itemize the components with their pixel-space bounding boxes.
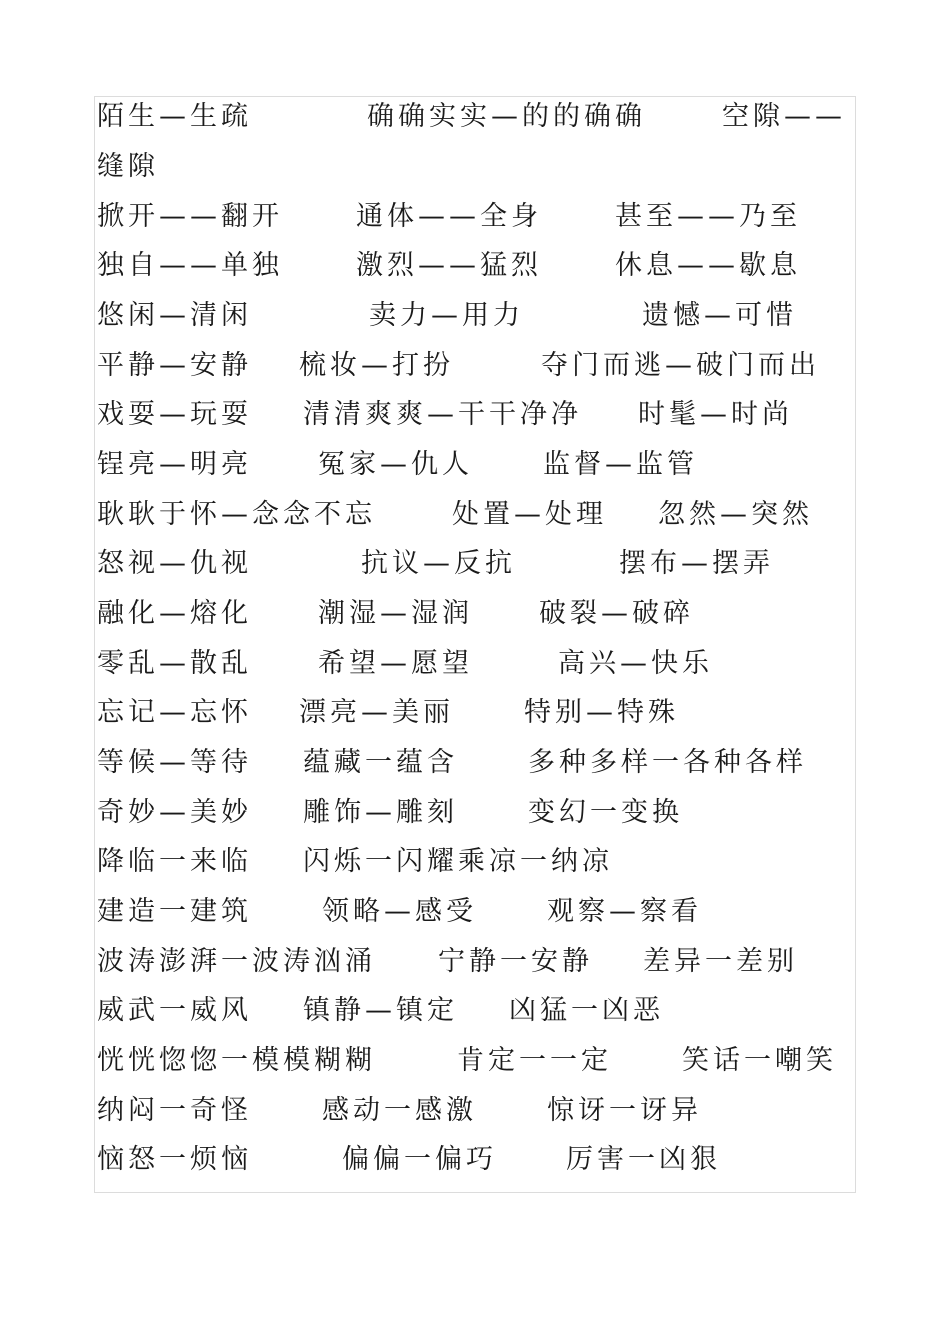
text-line bbox=[97, 1041, 837, 1081]
word-pair: 清清爽爽—干干净净 bbox=[303, 399, 582, 430]
text-line bbox=[97, 495, 813, 535]
word-pair: 多种多样一各种各样 bbox=[528, 747, 807, 778]
word-pair: 独自——单独 bbox=[97, 250, 283, 281]
word-pair: 破裂—破碎 bbox=[539, 598, 694, 629]
word-pair: 戏耍—玩耍 bbox=[97, 399, 252, 430]
word-pair: 笑话一嘲笑 bbox=[682, 1045, 837, 1076]
word-pair: 陌生—生疏 bbox=[97, 101, 252, 132]
word-pair: 通体——全身 bbox=[356, 201, 542, 232]
text-line bbox=[97, 892, 702, 932]
word-pair: 冤家—仇人 bbox=[318, 449, 473, 480]
text-line bbox=[97, 97, 846, 137]
word-pair: 等候—等待 bbox=[97, 747, 252, 778]
word-pair: 肯定一一定 bbox=[457, 1045, 612, 1076]
text-line bbox=[97, 842, 613, 882]
word-pair: 变幻一变换 bbox=[528, 797, 683, 828]
word-pair: 观察—察看 bbox=[547, 896, 702, 927]
word-pair: 空隙—— bbox=[722, 101, 846, 132]
text-line bbox=[97, 445, 698, 485]
word-pair: 漂亮—美丽 bbox=[299, 697, 454, 728]
word-pair: 遗憾—可惜 bbox=[642, 300, 797, 331]
word-pair: 卖力—用力 bbox=[369, 300, 524, 331]
word-pair: 时髦—时尚 bbox=[638, 399, 793, 430]
word-pair: 零乱—散乱 bbox=[97, 648, 252, 679]
word-pair: 蕴藏一蕴含 bbox=[303, 747, 458, 778]
word-pair: 雕饰—雕刻 bbox=[303, 797, 458, 828]
word-pair: 威武一威风 bbox=[97, 995, 252, 1026]
word-pair: 缝隙 bbox=[97, 151, 159, 182]
word-pair: 差异一差别 bbox=[643, 946, 798, 977]
text-line bbox=[97, 743, 807, 783]
word-pair: 潮湿—湿润 bbox=[318, 598, 473, 629]
document-text-box bbox=[94, 96, 856, 1193]
text-line bbox=[97, 296, 797, 336]
word-pair: 波涛澎湃一波涛汹涌 bbox=[97, 946, 376, 977]
word-pair: 夺门而逃—破门而出 bbox=[541, 350, 820, 381]
word-pair: 确确实实—的的确确 bbox=[367, 101, 646, 132]
text-line bbox=[97, 395, 793, 435]
word-pair: 镇静—镇定 bbox=[303, 995, 458, 1026]
word-pair: 忽然—突然 bbox=[658, 499, 813, 530]
word-pair: 偏偏一偏巧 bbox=[342, 1144, 497, 1175]
text-line bbox=[97, 991, 664, 1031]
text-line bbox=[97, 594, 694, 634]
word-pair: 休息——歇息 bbox=[615, 250, 801, 281]
word-pair: 耿耿于怀—念念不忘 bbox=[97, 499, 376, 530]
word-pair: 降临一来临 bbox=[97, 846, 252, 877]
word-pair: 甚至——乃至 bbox=[615, 201, 801, 232]
word-pair: 悠闲—清闲 bbox=[97, 300, 252, 331]
text-line bbox=[97, 246, 801, 286]
word-pair: 激烈——猛烈 bbox=[356, 250, 542, 281]
word-pair: 惊讶一讶异 bbox=[547, 1095, 702, 1126]
word-pair: 掀开——翻开 bbox=[97, 201, 283, 232]
text-line bbox=[97, 942, 798, 982]
word-pair: 监督—监管 bbox=[543, 449, 698, 480]
word-pair: 抗议—反抗 bbox=[361, 548, 516, 579]
word-pair: 摆布—摆弄 bbox=[619, 548, 774, 579]
word-pair: 忘记—忘怀 bbox=[97, 697, 252, 728]
word-pair: 感动一感激 bbox=[322, 1095, 477, 1126]
word-pair: 特别—特殊 bbox=[524, 697, 679, 728]
word-pair: 凶猛一凶恶 bbox=[509, 995, 664, 1026]
text-line bbox=[97, 1091, 702, 1131]
text-line bbox=[97, 693, 679, 733]
word-pair: 建造一建筑 bbox=[97, 896, 252, 927]
word-pair: 高兴—快乐 bbox=[558, 648, 713, 679]
word-pair: 梳妆—打扮 bbox=[299, 350, 454, 381]
text-line bbox=[97, 346, 820, 386]
text-line bbox=[97, 793, 683, 833]
text-line bbox=[97, 644, 713, 684]
word-pair: 处置—处理 bbox=[452, 499, 607, 530]
text-line bbox=[97, 147, 159, 187]
word-pair: 纳闷一奇怪 bbox=[97, 1095, 252, 1126]
word-pair: 锃亮—明亮 bbox=[97, 449, 252, 480]
text-line bbox=[97, 544, 774, 584]
word-pair: 恍恍惚惚一模模糊糊 bbox=[97, 1045, 376, 1076]
word-pair: 怒视—仇视 bbox=[97, 548, 252, 579]
text-line bbox=[97, 1140, 721, 1180]
text-line bbox=[97, 197, 801, 237]
word-pair: 奇妙—美妙 bbox=[97, 797, 252, 828]
word-pair: 平静—安静 bbox=[97, 350, 252, 381]
word-pair: 闪烁一闪耀乘凉一纳凉 bbox=[303, 846, 613, 877]
word-pair: 宁静一安静 bbox=[438, 946, 593, 977]
word-pair: 领略—感受 bbox=[322, 896, 477, 927]
word-pair: 恼怒一烦恼 bbox=[97, 1144, 252, 1175]
word-pair: 希望—愿望 bbox=[318, 648, 473, 679]
word-pair: 厉害一凶狠 bbox=[566, 1144, 721, 1175]
word-pair: 融化—熔化 bbox=[97, 598, 252, 629]
